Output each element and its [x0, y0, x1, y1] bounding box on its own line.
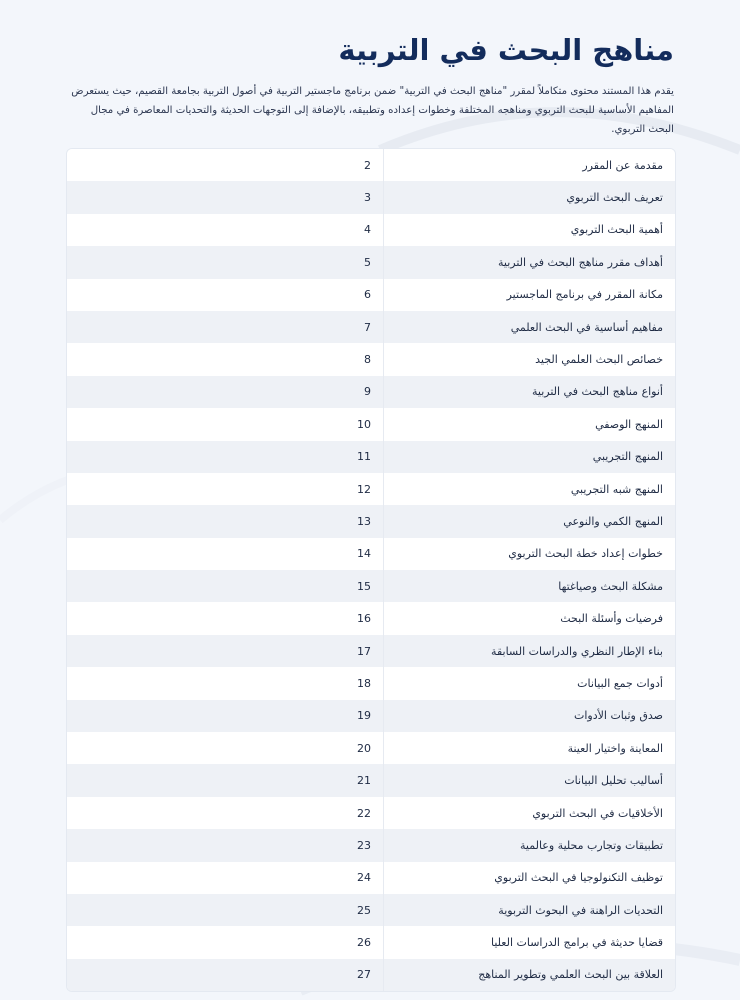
toc-row[interactable]: [67, 473, 675, 505]
toc-row[interactable]: [67, 505, 675, 537]
toc-entry-title: تعريف البحث التربوي: [383, 181, 675, 213]
toc-entry-page-number: 10: [357, 417, 371, 431]
toc-row[interactable]: [67, 764, 675, 796]
toc-entry-page-number: 16: [357, 612, 371, 626]
toc-entry-title: المعاينة واختيار العينة: [383, 732, 675, 764]
toc-entry-page-number: 8: [364, 353, 371, 367]
toc-entry-page-number: 11: [357, 450, 371, 464]
toc-entry-page-number: 18: [357, 676, 371, 690]
toc-entry-page-number: 21: [357, 774, 371, 788]
toc-row[interactable]: [67, 246, 675, 278]
toc-row[interactable]: [67, 602, 675, 634]
toc-entry-title: أنواع مناهج البحث في التربية: [383, 376, 675, 408]
toc-entry-title: أهمية البحث التربوي: [383, 214, 675, 246]
table-of-contents: [66, 148, 676, 992]
toc-entry-title: المنهج الكمي والنوعي: [383, 505, 675, 537]
toc-entry-page-number: 25: [357, 903, 371, 917]
toc-row[interactable]: [67, 408, 675, 440]
toc-entry-title: مقدمة عن المقرر: [383, 149, 675, 181]
toc-entry-page-number: 26: [357, 936, 371, 950]
toc-entry-page-number: 17: [357, 644, 371, 658]
toc-entry-page-number: 14: [357, 547, 371, 561]
toc-row[interactable]: [67, 181, 675, 213]
toc-row[interactable]: [67, 149, 675, 181]
toc-entry-page-number: 27: [357, 968, 371, 982]
toc-entry-page-number: 5: [364, 255, 371, 269]
toc-entry-title: توظيف التكنولوجيا في البحث التربوي: [383, 862, 675, 894]
toc-row[interactable]: [67, 311, 675, 343]
intro-paragraph: يقدم هذا المستند محتوى متكاملاً لمقرر "مناهج البحث في التربية" ضمن برنامج ماجستير التربية في أصول التربية بجامعة القصيم، حيث يستعرض المفاهيم الأساسية للبحث التربوي ومناهجه المختلفة وخطوات إعداده وتطبيقه، بالإضافة إلى التوجهات الحديثة والتحديات المعاصرة في مجال البحث التربوي.: [71, 86, 674, 135]
toc-row[interactable]: [67, 894, 675, 926]
toc-entry-page-number: 3: [364, 191, 371, 205]
toc-row[interactable]: [67, 862, 675, 894]
toc-entry-title: خصائص البحث العلمي الجيد: [383, 343, 675, 375]
toc-entry-page-number: 12: [357, 482, 371, 496]
toc-entry-title: العلاقة بين البحث العلمي وتطوير المناهج: [383, 959, 675, 991]
toc-entry-title: قضايا حديثة في برامج الدراسات العليا: [383, 926, 675, 958]
toc-row[interactable]: [67, 829, 675, 861]
toc-entry-title: فرضيات وأسئلة البحث: [383, 602, 675, 634]
toc-entry-page-number: 22: [357, 806, 371, 820]
toc-row[interactable]: [67, 732, 675, 764]
toc-entry-title: الأخلاقيات في البحث التربوي: [383, 797, 675, 829]
toc-entry-title: مكانة المقرر في برنامج الماجستير: [383, 279, 675, 311]
toc-row[interactable]: [67, 635, 675, 667]
toc-entry-title: خطوات إعداد خطة البحث التربوي: [383, 538, 675, 570]
toc-entry-page-number: 20: [357, 741, 371, 755]
toc-entry-page-number: 7: [364, 320, 371, 334]
toc-entry-title: مشكلة البحث وصياغتها: [383, 570, 675, 602]
toc-row[interactable]: [67, 279, 675, 311]
toc-entry-title: المنهج الوصفي: [383, 408, 675, 440]
document-page: [0, 0, 740, 139]
toc-row[interactable]: [67, 570, 675, 602]
toc-entry-page-number: 23: [357, 838, 371, 852]
toc-row[interactable]: [67, 926, 675, 958]
toc-entry-title: أهداف مقرر مناهج البحث في التربية: [383, 246, 675, 278]
toc-row[interactable]: [67, 343, 675, 375]
toc-entry-title: أساليب تحليل البيانات: [383, 764, 675, 796]
toc-row[interactable]: [67, 376, 675, 408]
toc-entry-page-number: 9: [364, 385, 371, 399]
toc-row[interactable]: [67, 700, 675, 732]
toc-entry-page-number: 24: [357, 871, 371, 885]
toc-entry-title: المنهج شبه التجريبي: [383, 473, 675, 505]
toc-entry-title: تطبيقات وتجارب محلية وعالمية: [383, 829, 675, 861]
toc-entry-title: مفاهيم أساسية في البحث العلمي: [383, 311, 675, 343]
toc-row[interactable]: [67, 959, 675, 991]
toc-row[interactable]: [67, 441, 675, 473]
toc-row[interactable]: [67, 797, 675, 829]
toc-entry-title: التحديات الراهنة في البحوث التربوية: [383, 894, 675, 926]
toc-entry-title: المنهج التجريبي: [383, 441, 675, 473]
toc-entry-title: بناء الإطار النظري والدراسات السابقة: [383, 635, 675, 667]
toc-entry-page-number: 6: [364, 288, 371, 302]
toc-entry-title: صدق وثبات الأدوات: [383, 700, 675, 732]
toc-row[interactable]: [67, 667, 675, 699]
toc-entry-title: أدوات جمع البيانات: [383, 667, 675, 699]
toc-entry-page-number: 4: [364, 223, 371, 237]
toc-entry-page-number: 13: [357, 514, 371, 528]
page-title: مناهج البحث في التربية: [338, 33, 674, 67]
toc-row[interactable]: [67, 538, 675, 570]
toc-entry-page-number: 15: [357, 579, 371, 593]
toc-entry-page-number: 19: [357, 709, 371, 723]
toc-row[interactable]: [67, 214, 675, 246]
toc-entry-page-number: 2: [364, 158, 371, 172]
